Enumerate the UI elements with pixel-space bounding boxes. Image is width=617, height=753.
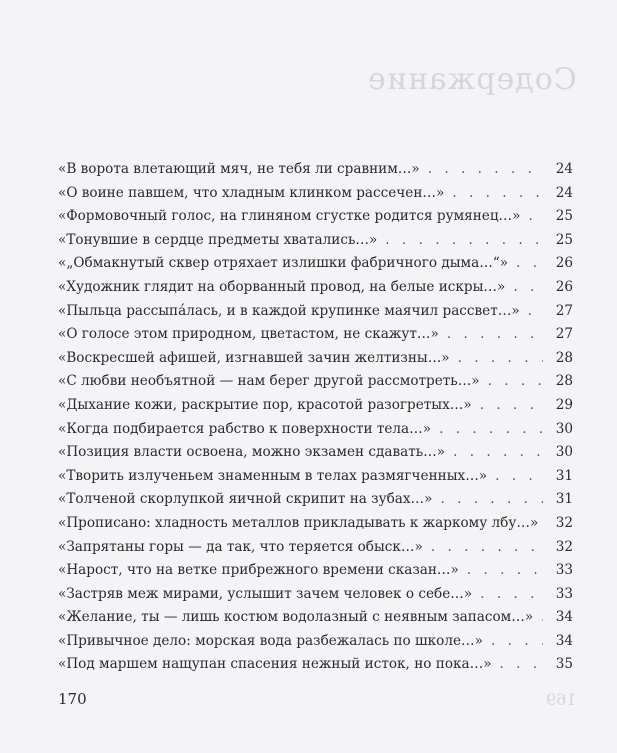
- toc-entry: [58, 158, 573, 182]
- dot-leader: [528, 205, 543, 229]
- toc-entry: [58, 630, 573, 654]
- dot-leader: [440, 488, 543, 512]
- toc-entry-page: 27: [555, 326, 573, 343]
- toc-entry: [58, 653, 573, 677]
- toc-entry-page: 34: [555, 632, 573, 649]
- toc-entry-title: «С любви необъятной — нам берег другой рассмотреть…»: [58, 373, 480, 390]
- dot-leader: [513, 276, 543, 300]
- dot-leader: [495, 465, 543, 489]
- toc-entry-page: 24: [555, 184, 573, 201]
- toc-entry-page: 25: [555, 231, 573, 248]
- toc-entry-page: 28: [555, 349, 573, 366]
- toc-entry: [58, 441, 573, 465]
- toc-entry-page: 34: [555, 609, 573, 626]
- toc-entry: [58, 370, 573, 394]
- toc-entry-page: 31: [555, 491, 573, 508]
- toc-entry-title: «Прописано: хладность металлов прикладывать к жаркому лбу…»: [58, 514, 539, 531]
- toc-entry-title: «О воине павшем, что хладным клинком рассечен…»: [58, 184, 445, 201]
- toc-entry-title: «Творить излученьем знаменным в телах размягченных…»: [58, 467, 488, 484]
- toc-entry-title: «В ворота влетающий мяч, не тебя ли сравним…»: [58, 161, 420, 177]
- toc-entry: [58, 418, 573, 442]
- toc-entry: [58, 276, 573, 300]
- dot-leader: [453, 441, 543, 465]
- dot-leader: [516, 252, 543, 276]
- toc-entry-page: 33: [555, 585, 573, 602]
- dot-leader: [480, 583, 543, 607]
- toc-entry-title: «Воскресшей афишей, изгнавшей зачин желтизны…»: [58, 349, 450, 366]
- toc-entry: [58, 583, 573, 607]
- toc-entry: [58, 559, 573, 583]
- dot-leader: [447, 323, 543, 347]
- toc-entry: [58, 182, 573, 206]
- dot-leader: [500, 653, 543, 677]
- toc-entry-title: «Запрятаны горы — да так, что теряется обыск…»: [58, 538, 423, 555]
- toc-entry: [58, 394, 573, 418]
- toc-entry: [58, 488, 573, 512]
- toc-entry-title: «Когда подбирается рабство к поверхности тела…»: [58, 420, 432, 437]
- dot-leader: [467, 559, 543, 583]
- toc-entry-page: 30: [555, 420, 573, 437]
- toc-entry-page: 28: [555, 373, 573, 390]
- toc-entry: [58, 512, 573, 536]
- dot-leader: [439, 418, 543, 442]
- table-of-contents: [58, 158, 573, 677]
- toc-entry-page: 29: [555, 396, 573, 413]
- toc-entry-page: 33: [555, 562, 573, 579]
- toc-entry-page: 25: [555, 208, 573, 225]
- toc-entry: [58, 205, 573, 229]
- toc-entry-page: 26: [555, 255, 573, 272]
- dot-leader: [428, 158, 543, 182]
- toc-entry: [58, 465, 573, 489]
- dot-leader: [480, 394, 543, 418]
- toc-entry: [58, 536, 573, 560]
- toc-entry-page: 32: [555, 538, 573, 555]
- dot-leader: [452, 182, 543, 206]
- dot-leader: [491, 630, 543, 654]
- dot-leader: [458, 347, 543, 371]
- toc-entry-title: «Формовочный голос, на глиняном сгустке родится румянец…»: [58, 208, 521, 225]
- toc-entry-title: «„Обмакнутый сквер отряхает излишки фабричного дыма…“»: [58, 255, 509, 272]
- dot-leader: [431, 536, 543, 560]
- toc-entry-title: «Нарост, что на ветке прибрежного времени сказан…»: [58, 562, 459, 579]
- toc-entry: [58, 347, 573, 371]
- toc-entry-page: 32: [555, 514, 573, 531]
- dot-leader: [385, 229, 543, 253]
- toc-entry-page: 30: [555, 444, 573, 461]
- toc-entry-title: «Привычное дело: морская вода разбежалась по школе…»: [58, 632, 483, 649]
- toc-entry-title: «О голосе этом природном, цветастом, не скажут…»: [58, 326, 439, 343]
- toc-entry-title: «Тонувшие в сердце предметы хватались…»: [58, 231, 378, 248]
- toc-entry-page: 26: [555, 278, 573, 295]
- dot-leader: [488, 370, 543, 394]
- toc-entry: [58, 323, 573, 347]
- toc-entry-title: «Под маршем нащупан спасения нежный исток, но пока…»: [58, 656, 492, 673]
- toc-entry-page: 24: [555, 161, 573, 177]
- dot-leader: [528, 300, 543, 324]
- dot-leader: [541, 606, 543, 630]
- toc-entry-page: 35: [555, 656, 573, 673]
- show-through-heading: Содержание: [367, 62, 577, 97]
- toc-entry-title: «Художник глядит на оборванный провод, на белые искры…»: [58, 278, 506, 295]
- toc-entry-page: 27: [555, 302, 573, 319]
- toc-entry: [58, 300, 573, 324]
- show-through-page-number: 169: [546, 690, 577, 709]
- toc-entry-title: «Желание, ты — лишь костюм водолазный с неявным запасом…»: [58, 609, 534, 626]
- toc-entry-title: «Позиция власти освоена, можно экзамен сдавать…»: [58, 444, 446, 461]
- toc-entry-title: «Пыльца рассыпáлась, и в каждой крупинке маячил рассвет…»: [58, 302, 520, 319]
- toc-entry-page: 31: [555, 467, 573, 484]
- toc-entry: [58, 229, 573, 253]
- toc-entry: [58, 606, 573, 630]
- toc-entry-title: «Толченой скорлупкой яичной скрипит на зубах…»: [58, 491, 433, 508]
- toc-entry-title: «Дыхание кожи, раскрытие пор, красотой разогретых…»: [58, 396, 472, 413]
- toc-entry-title: «Застряв меж мирами, услышит зачем человек о себе…»: [58, 585, 473, 602]
- toc-entry: [58, 252, 573, 276]
- page-number: 170: [58, 690, 87, 708]
